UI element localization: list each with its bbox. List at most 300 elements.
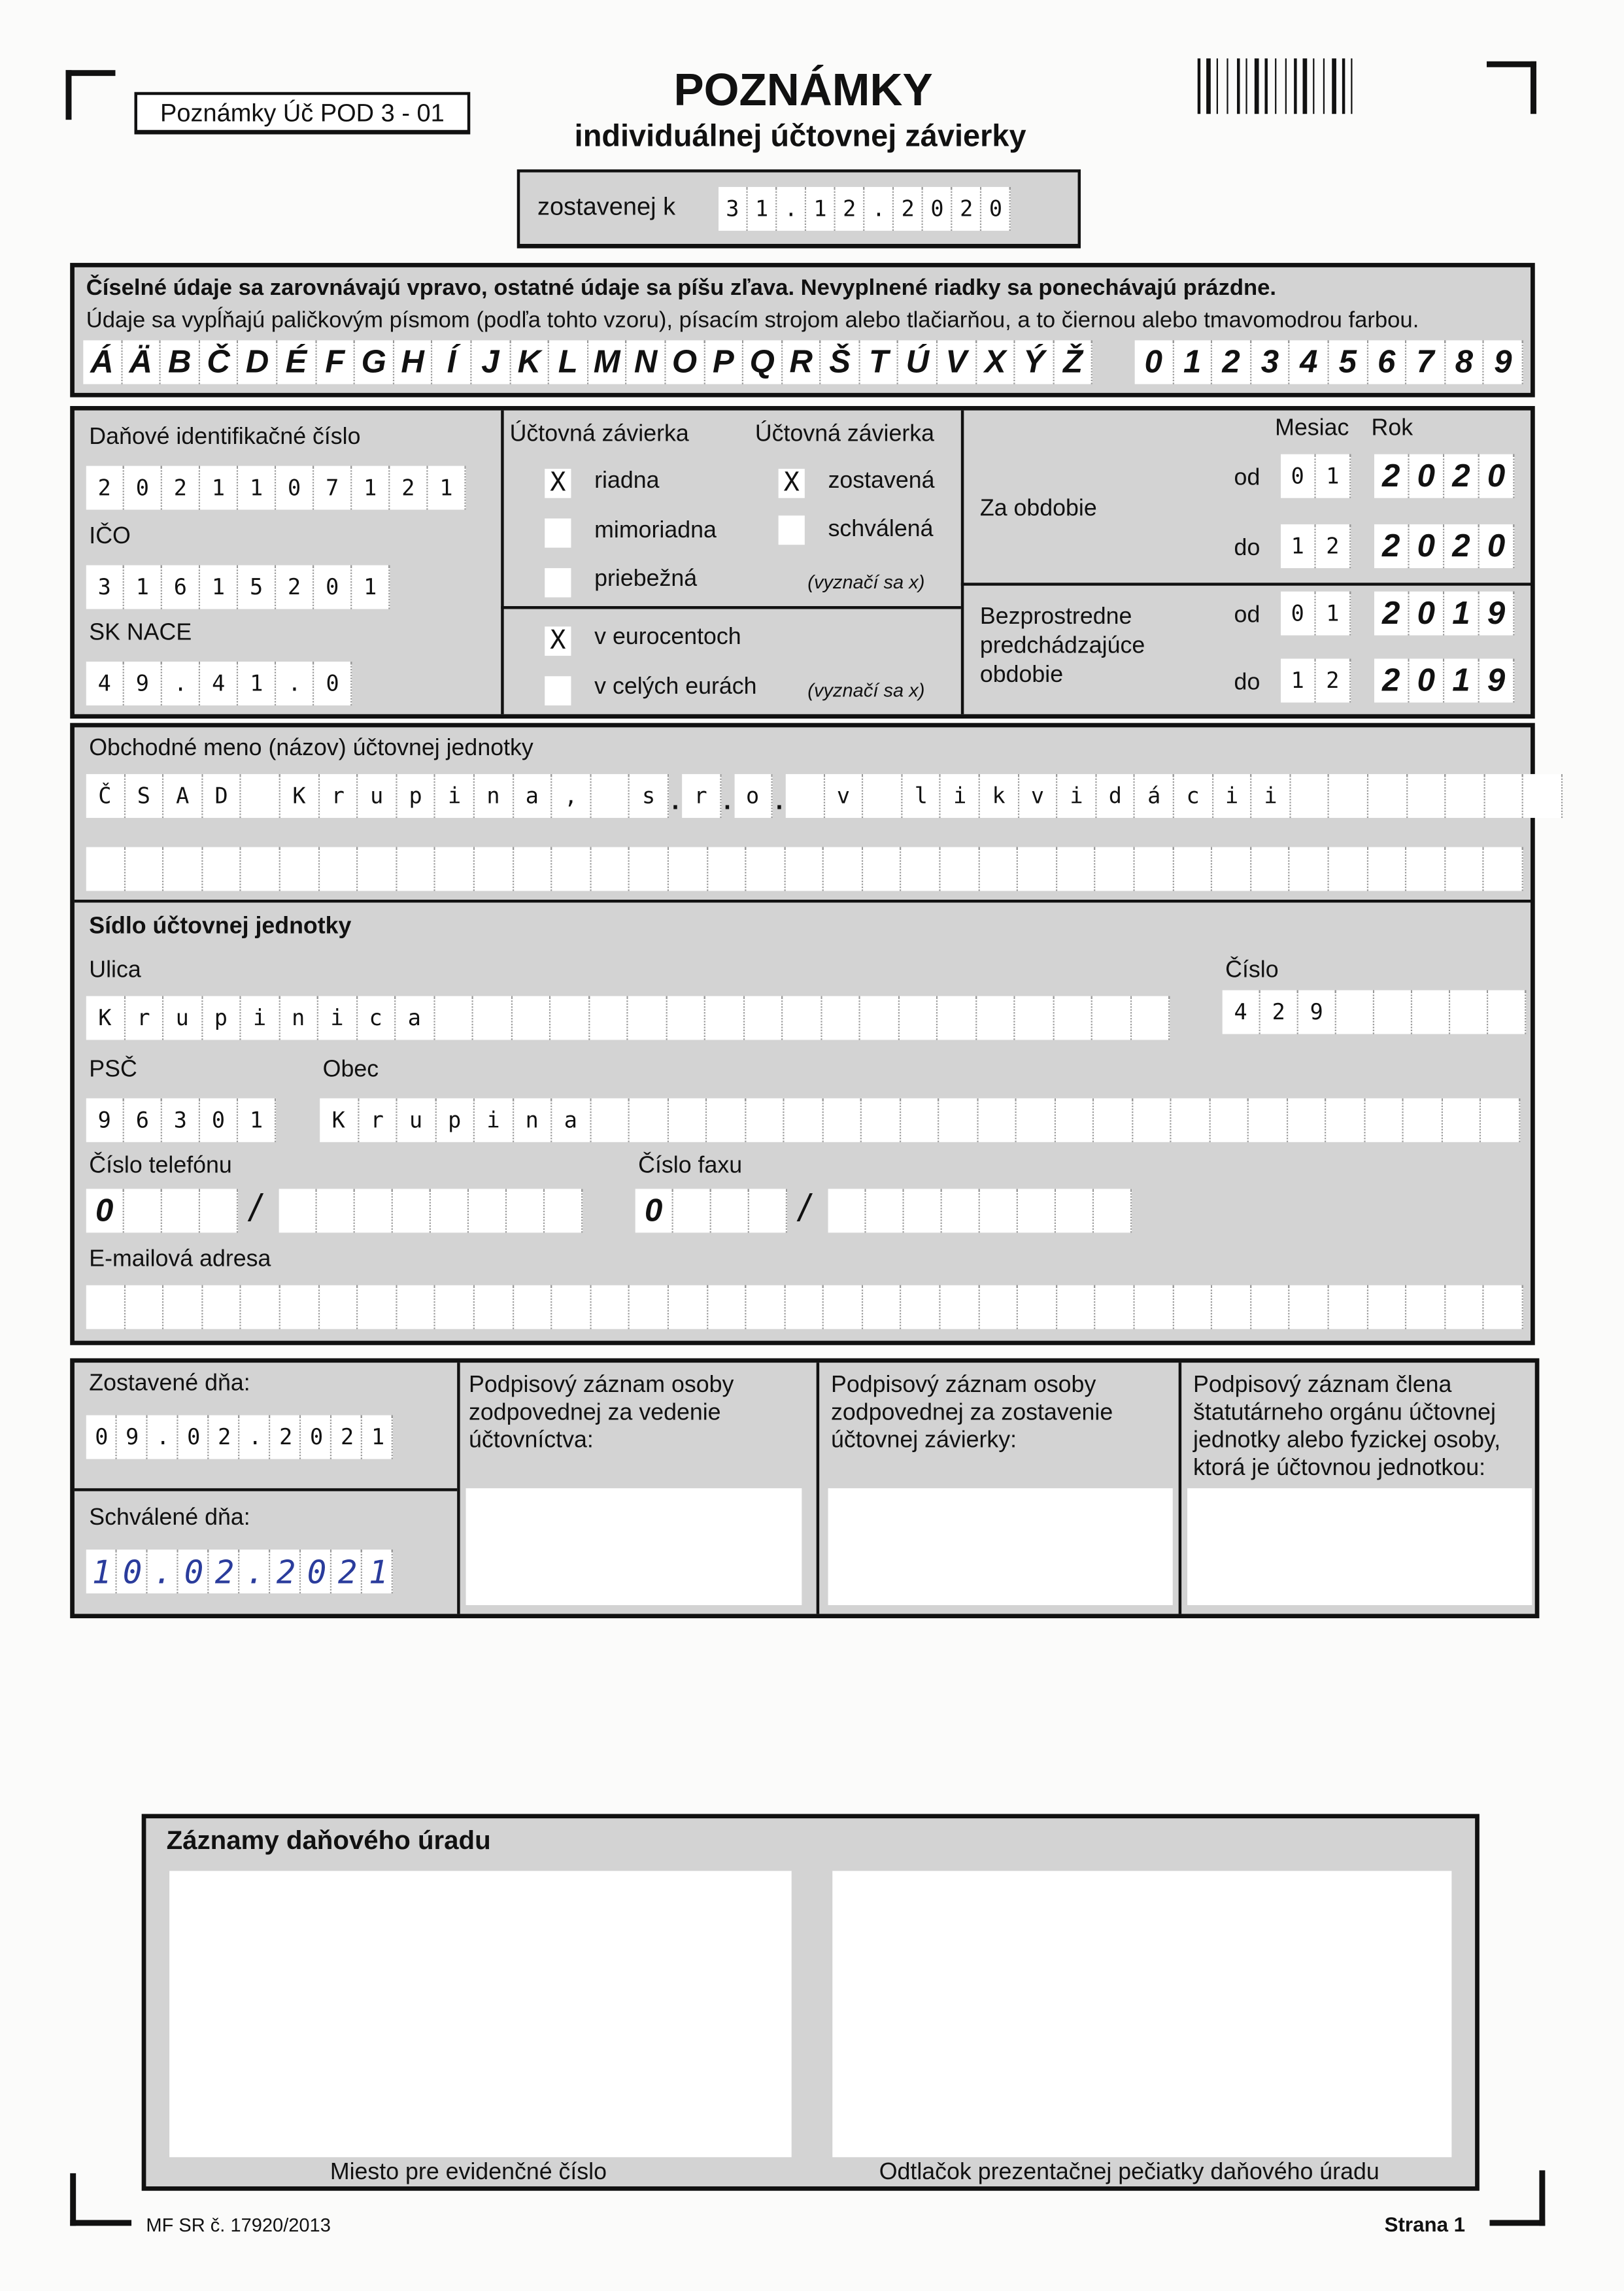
char-cell[interactable]: Í — [433, 340, 471, 384]
char-cell[interactable]: i — [1213, 774, 1251, 818]
char-cell[interactable] — [1291, 774, 1329, 818]
char-cell[interactable] — [745, 1098, 784, 1142]
char-cell[interactable]: H — [394, 340, 433, 384]
char-cell[interactable]: Ä — [122, 340, 161, 384]
char-cell[interactable] — [435, 1285, 474, 1329]
char-cell[interactable]: 9 — [1480, 592, 1515, 636]
char-cell[interactable] — [783, 996, 821, 1040]
char-cell[interactable]: 1 — [238, 466, 276, 510]
char-cell[interactable] — [203, 1285, 241, 1329]
char-cell[interactable]: 0 — [1135, 340, 1174, 384]
char-cell[interactable] — [1019, 847, 1057, 891]
signature-field-compiler[interactable] — [828, 1488, 1173, 1605]
char-cell[interactable]: 2 — [1316, 524, 1351, 568]
char-cell[interactable]: K — [86, 996, 125, 1040]
char-cell[interactable]: o — [734, 774, 772, 818]
char-cell[interactable]: 2 — [1374, 454, 1410, 498]
char-cell[interactable] — [1446, 1285, 1484, 1329]
number-field[interactable] — [1223, 991, 1527, 1034]
char-cell[interactable]: i — [241, 996, 280, 1040]
char-cell[interactable] — [397, 1285, 435, 1329]
checkbox-cele-eura[interactable] — [545, 676, 571, 705]
current-from-month[interactable] — [1281, 454, 1351, 498]
approved-date-field[interactable]: 10.02.2021 — [92, 1555, 399, 1592]
char-cell[interactable] — [475, 847, 513, 891]
char-cell[interactable] — [1213, 1285, 1251, 1329]
char-cell[interactable]: s — [630, 774, 668, 818]
checkbox-eurocenty[interactable]: X — [545, 626, 571, 656]
char-cell[interactable]: 0 — [635, 1189, 673, 1232]
char-cell[interactable]: 1 — [1444, 592, 1480, 636]
char-cell[interactable]: P — [705, 340, 743, 384]
char-cell[interactable] — [1412, 991, 1450, 1034]
char-cell[interactable]: V — [938, 340, 976, 384]
char-cell[interactable]: u — [398, 1098, 436, 1142]
char-cell[interactable] — [241, 1285, 280, 1329]
current-to-year[interactable] — [1374, 524, 1514, 568]
char-cell[interactable] — [1096, 1285, 1134, 1329]
compiled-date-field[interactable]: 09.02.2021 — [95, 1423, 402, 1451]
char-cell[interactable] — [1364, 1098, 1403, 1142]
char-cell[interactable]: , — [552, 774, 591, 818]
char-cell[interactable]: n — [280, 996, 318, 1040]
char-cell[interactable] — [125, 1285, 163, 1329]
char-cell[interactable] — [669, 1285, 707, 1329]
name-line-1[interactable] — [86, 774, 1563, 818]
char-cell[interactable] — [1251, 847, 1290, 891]
char-cell[interactable] — [979, 847, 1018, 891]
char-cell[interactable] — [124, 1189, 162, 1232]
char-cell[interactable]: 2 — [1316, 658, 1351, 702]
email-field[interactable] — [86, 1285, 1523, 1329]
char-cell[interactable] — [1407, 1285, 1446, 1329]
char-cell[interactable] — [1446, 847, 1484, 891]
char-cell[interactable]: R — [783, 340, 821, 384]
char-cell[interactable]: 0 — [1281, 454, 1316, 498]
char-cell[interactable] — [1017, 1098, 1055, 1142]
char-cell[interactable] — [707, 1098, 745, 1142]
char-cell[interactable] — [786, 774, 824, 818]
char-cell[interactable] — [976, 996, 1015, 1040]
char-cell[interactable]: 3 — [162, 1098, 200, 1142]
current-from-year[interactable] — [1374, 454, 1514, 498]
char-cell[interactable] — [1056, 1189, 1094, 1232]
char-cell[interactable] — [1174, 1285, 1212, 1329]
char-cell[interactable]: k — [980, 774, 1019, 818]
char-cell[interactable]: N — [627, 340, 666, 384]
previous-to-month[interactable] — [1281, 658, 1351, 702]
char-cell[interactable] — [1374, 991, 1412, 1034]
char-cell[interactable] — [280, 1285, 319, 1329]
char-cell[interactable] — [1368, 847, 1406, 891]
char-cell[interactable] — [241, 847, 280, 891]
char-cell[interactable]: c — [1174, 774, 1213, 818]
char-cell[interactable]: i — [475, 1098, 513, 1142]
char-cell[interactable] — [591, 1285, 630, 1329]
char-cell[interactable] — [749, 1189, 787, 1232]
char-cell[interactable] — [823, 1098, 862, 1142]
char-cell[interactable] — [552, 1285, 591, 1329]
char-cell[interactable]: 2 — [1444, 524, 1480, 568]
char-cell[interactable]: 2 — [1444, 454, 1480, 498]
char-cell[interactable] — [707, 847, 746, 891]
char-cell[interactable]: p — [436, 1098, 475, 1142]
char-cell[interactable]: a — [396, 996, 434, 1040]
char-cell[interactable]: 0 — [1480, 454, 1515, 498]
street-field[interactable] — [86, 996, 1170, 1040]
char-cell[interactable] — [1094, 1189, 1132, 1232]
char-cell[interactable]: 7 — [1406, 340, 1445, 384]
char-cell[interactable] — [241, 774, 280, 818]
char-cell[interactable] — [900, 1098, 939, 1142]
char-cell[interactable] — [1446, 774, 1485, 818]
char-cell[interactable]: p — [397, 774, 435, 818]
phone-prefix-field[interactable] — [86, 1189, 238, 1232]
char-cell[interactable] — [942, 1189, 980, 1232]
char-cell[interactable] — [162, 1189, 200, 1232]
char-cell[interactable] — [902, 847, 940, 891]
char-cell[interactable] — [475, 1285, 513, 1329]
char-cell[interactable]: 1 — [1316, 454, 1351, 498]
char-cell[interactable]: S — [125, 774, 163, 818]
char-cell[interactable] — [1094, 1098, 1132, 1142]
char-cell[interactable] — [941, 1285, 979, 1329]
char-cell[interactable] — [1481, 1098, 1519, 1142]
char-cell[interactable] — [785, 1098, 823, 1142]
char-cell[interactable]: D — [203, 774, 241, 818]
char-cell[interactable] — [358, 847, 397, 891]
char-cell[interactable]: G — [355, 340, 394, 384]
char-cell[interactable]: n — [513, 1098, 552, 1142]
char-cell[interactable] — [513, 1285, 552, 1329]
char-cell[interactable] — [431, 1189, 469, 1232]
char-cell[interactable] — [1484, 847, 1523, 891]
char-cell[interactable]: i — [941, 774, 980, 818]
char-cell[interactable]: i — [1058, 774, 1096, 818]
char-cell[interactable] — [591, 847, 630, 891]
zip-field[interactable] — [86, 1098, 276, 1142]
char-cell[interactable] — [668, 1098, 707, 1142]
char-cell[interactable] — [979, 1285, 1018, 1329]
char-cell[interactable] — [1057, 1285, 1096, 1329]
char-cell[interactable] — [319, 847, 358, 891]
char-cell[interactable] — [1368, 1285, 1406, 1329]
char-cell[interactable] — [669, 847, 707, 891]
char-cell[interactable]: 9 — [86, 1098, 124, 1142]
dic-field[interactable] — [86, 466, 466, 510]
char-cell[interactable] — [1132, 1098, 1171, 1142]
char-cell[interactable]: 1 — [352, 466, 390, 510]
char-cell[interactable] — [1407, 847, 1446, 891]
checkbox-schvalena[interactable] — [779, 516, 805, 545]
checkbox-riadna[interactable]: X — [545, 469, 571, 498]
char-cell[interactable]: 3 — [1251, 340, 1290, 384]
char-cell[interactable]: 2 — [1374, 592, 1410, 636]
fax-prefix-field[interactable] — [635, 1189, 787, 1232]
char-cell[interactable] — [512, 996, 550, 1040]
char-cell[interactable]: É — [277, 340, 316, 384]
char-cell[interactable] — [317, 1189, 355, 1232]
char-cell[interactable] — [1092, 996, 1131, 1040]
char-cell[interactable] — [552, 847, 591, 891]
char-cell[interactable] — [550, 996, 589, 1040]
char-cell[interactable]: 1 — [1444, 658, 1480, 702]
name-line-2[interactable] — [86, 847, 1523, 891]
char-cell[interactable] — [904, 1189, 942, 1232]
char-cell[interactable]: Ž — [1054, 340, 1092, 384]
char-cell[interactable] — [630, 847, 668, 891]
char-cell[interactable]: 0 — [1281, 592, 1316, 636]
char-cell[interactable] — [435, 847, 474, 891]
char-cell[interactable] — [355, 1189, 393, 1232]
char-cell[interactable] — [1488, 991, 1526, 1034]
char-cell[interactable] — [980, 1189, 1018, 1232]
char-cell[interactable] — [1135, 1285, 1174, 1329]
char-cell[interactable]: F — [316, 340, 355, 384]
char-cell[interactable] — [473, 996, 512, 1040]
char-cell[interactable]: u — [358, 774, 397, 818]
char-cell[interactable]: i — [318, 996, 357, 1040]
char-cell[interactable]: v — [1019, 774, 1057, 818]
char-cell[interactable] — [824, 847, 862, 891]
char-cell[interactable] — [280, 847, 319, 891]
char-cell[interactable] — [469, 1189, 507, 1232]
char-cell[interactable] — [978, 1098, 1017, 1142]
char-cell[interactable]: r — [125, 996, 163, 1040]
char-cell[interactable] — [1172, 1098, 1210, 1142]
char-cell[interactable]: 4 — [1223, 991, 1260, 1034]
char-cell[interactable] — [860, 996, 899, 1040]
char-cell[interactable] — [1290, 847, 1328, 891]
char-cell[interactable]: Ý — [1015, 340, 1054, 384]
char-cell[interactable]: 1 — [428, 466, 466, 510]
checkbox-zostavena[interactable]: X — [779, 469, 805, 498]
signature-field-accounting[interactable] — [466, 1488, 802, 1605]
char-cell[interactable]: 4 — [1290, 340, 1328, 384]
char-cell[interactable]: 9 — [1298, 991, 1336, 1034]
char-cell[interactable]: a — [513, 774, 552, 818]
char-cell[interactable]: 2 — [1374, 658, 1410, 702]
char-cell[interactable]: p — [202, 996, 241, 1040]
char-cell[interactable]: c — [357, 996, 396, 1040]
char-cell[interactable] — [1015, 996, 1053, 1040]
char-cell[interactable]: 2 — [1374, 524, 1410, 568]
char-cell[interactable] — [1326, 1098, 1364, 1142]
char-cell[interactable] — [397, 847, 435, 891]
char-cell[interactable] — [1290, 1285, 1328, 1329]
char-cell[interactable]: 0 — [1480, 524, 1515, 568]
char-cell[interactable]: 0 — [1410, 658, 1445, 702]
char-cell[interactable]: 8 — [1446, 340, 1484, 384]
char-cell[interactable]: 0 — [314, 565, 352, 609]
char-cell[interactable] — [86, 1285, 125, 1329]
char-cell[interactable] — [1442, 1098, 1481, 1142]
char-cell[interactable] — [319, 1285, 358, 1329]
char-cell[interactable]: 0 — [1410, 592, 1445, 636]
char-cell[interactable] — [630, 1285, 668, 1329]
char-cell[interactable]: 5 — [238, 565, 276, 609]
char-cell[interactable]: 1 — [200, 466, 238, 510]
char-cell[interactable]: 6 — [1368, 340, 1406, 384]
char-cell[interactable]: 0 — [200, 1098, 238, 1142]
char-cell[interactable]: n — [475, 774, 513, 818]
char-cell[interactable]: T — [860, 340, 898, 384]
char-cell[interactable] — [1174, 847, 1212, 891]
char-cell[interactable] — [435, 996, 473, 1040]
char-cell[interactable]: 2 — [86, 466, 124, 510]
char-cell[interactable]: Q — [743, 340, 782, 384]
checkbox-mimoriadna[interactable] — [545, 518, 571, 548]
char-cell[interactable] — [1213, 847, 1251, 891]
previous-from-year[interactable] — [1374, 592, 1514, 636]
char-cell[interactable]: r — [682, 774, 720, 818]
char-cell[interactable]: 1 — [352, 565, 390, 609]
char-cell[interactable]: 6 — [124, 1098, 162, 1142]
char-cell[interactable] — [785, 1285, 824, 1329]
char-cell[interactable]: 0 — [124, 466, 162, 510]
char-cell[interactable]: Š — [821, 340, 860, 384]
char-cell[interactable] — [628, 996, 667, 1040]
char-cell[interactable]: B — [161, 340, 199, 384]
char-cell[interactable] — [866, 1189, 904, 1232]
char-cell[interactable] — [747, 1285, 785, 1329]
char-cell[interactable] — [863, 847, 902, 891]
char-cell[interactable] — [1096, 847, 1134, 891]
char-cell[interactable]: 9 — [1480, 658, 1515, 702]
char-cell[interactable]: Ú — [899, 340, 938, 384]
char-cell[interactable] — [862, 1098, 900, 1142]
previous-to-year[interactable] — [1374, 658, 1514, 702]
char-cell[interactable]: 3 — [86, 565, 124, 609]
current-to-month[interactable] — [1281, 524, 1351, 568]
char-cell[interactable] — [938, 996, 976, 1040]
char-cell[interactable]: r — [319, 774, 358, 818]
char-cell[interactable] — [1329, 847, 1368, 891]
char-cell[interactable] — [1249, 1098, 1287, 1142]
char-cell[interactable]: 0 — [86, 1189, 124, 1232]
char-cell[interactable]: a — [552, 1098, 590, 1142]
char-cell[interactable]: J — [471, 340, 510, 384]
char-cell[interactable]: r — [358, 1098, 397, 1142]
char-cell[interactable] — [1485, 774, 1523, 818]
previous-from-month[interactable] — [1281, 592, 1351, 636]
char-cell[interactable]: A — [164, 774, 203, 818]
char-cell[interactable] — [822, 996, 860, 1040]
char-cell[interactable] — [747, 847, 785, 891]
char-cell[interactable]: u — [163, 996, 202, 1040]
char-cell[interactable] — [1055, 1098, 1094, 1142]
char-cell[interactable] — [164, 847, 203, 891]
char-cell[interactable] — [279, 1189, 317, 1232]
char-cell[interactable]: 6 — [162, 565, 200, 609]
char-cell[interactable] — [1018, 1189, 1056, 1232]
char-cell[interactable] — [545, 1189, 583, 1232]
char-cell[interactable] — [589, 996, 628, 1040]
char-cell[interactable]: 0 — [1410, 524, 1445, 568]
char-cell[interactable] — [1135, 847, 1174, 891]
char-cell[interactable] — [1057, 847, 1096, 891]
char-cell[interactable]: Č — [86, 774, 125, 818]
char-cell[interactable] — [785, 847, 824, 891]
char-cell[interactable]: 2 — [390, 466, 428, 510]
char-cell[interactable]: i — [1252, 774, 1291, 818]
char-cell[interactable]: L — [549, 340, 588, 384]
char-cell[interactable] — [744, 996, 783, 1040]
char-cell[interactable] — [941, 847, 979, 891]
char-cell[interactable] — [707, 1285, 746, 1329]
char-cell[interactable] — [863, 1285, 902, 1329]
char-cell[interactable] — [86, 847, 125, 891]
char-cell[interactable] — [902, 1285, 940, 1329]
signature-field-statutory[interactable] — [1187, 1488, 1532, 1605]
char-cell[interactable]: 5 — [1329, 340, 1368, 384]
char-cell[interactable]: 7 — [314, 466, 352, 510]
char-cell[interactable]: 2 — [276, 565, 314, 609]
phone-field[interactable] — [279, 1189, 583, 1232]
char-cell[interactable] — [667, 996, 705, 1040]
char-cell[interactable]: M — [588, 340, 627, 384]
char-cell[interactable] — [673, 1189, 711, 1232]
char-cell[interactable]: Č — [200, 340, 239, 384]
char-cell[interactable] — [203, 847, 241, 891]
char-cell[interactable] — [393, 1189, 431, 1232]
char-cell[interactable] — [164, 1285, 203, 1329]
char-cell[interactable] — [939, 1098, 977, 1142]
char-cell[interactable]: X — [977, 340, 1015, 384]
char-cell[interactable]: O — [666, 340, 704, 384]
char-cell[interactable] — [1407, 774, 1446, 818]
char-cell[interactable] — [705, 996, 744, 1040]
char-cell[interactable]: á — [1136, 774, 1174, 818]
char-cell[interactable] — [1019, 1285, 1057, 1329]
char-cell[interactable]: d — [1096, 774, 1135, 818]
char-cell[interactable]: 1 — [238, 1098, 276, 1142]
char-cell[interactable] — [1131, 996, 1170, 1040]
char-cell[interactable]: 1 — [1316, 592, 1351, 636]
char-cell[interactable] — [1450, 991, 1488, 1034]
char-cell[interactable]: 2 — [1260, 991, 1298, 1034]
char-cell[interactable] — [1329, 1285, 1368, 1329]
char-cell[interactable] — [1054, 996, 1092, 1040]
char-cell[interactable] — [1251, 1285, 1290, 1329]
char-cell[interactable]: K — [320, 1098, 358, 1142]
char-cell[interactable] — [591, 1098, 630, 1142]
char-cell[interactable]: 0 — [276, 466, 314, 510]
char-cell[interactable] — [1484, 1285, 1523, 1329]
char-cell[interactable] — [1404, 1098, 1442, 1142]
char-cell[interactable] — [899, 996, 938, 1040]
char-cell[interactable] — [1287, 1098, 1326, 1142]
char-cell[interactable]: K — [280, 774, 319, 818]
char-cell[interactable] — [1524, 774, 1563, 818]
checkbox-priebezna[interactable] — [545, 568, 571, 598]
char-cell[interactable]: l — [902, 774, 941, 818]
char-cell[interactable] — [1210, 1098, 1249, 1142]
char-cell[interactable]: K — [511, 340, 549, 384]
fax-field[interactable] — [828, 1189, 1132, 1232]
char-cell[interactable] — [824, 1285, 862, 1329]
char-cell[interactable]: v — [824, 774, 863, 818]
char-cell[interactable] — [513, 847, 552, 891]
char-cell[interactable]: 1 — [124, 565, 162, 609]
char-cell[interactable] — [630, 1098, 668, 1142]
char-cell[interactable] — [507, 1189, 545, 1232]
char-cell[interactable] — [711, 1189, 749, 1232]
char-cell[interactable]: 1 — [200, 565, 238, 609]
char-cell[interactable]: 9 — [1484, 340, 1523, 384]
char-cell[interactable] — [1368, 774, 1407, 818]
char-cell[interactable]: 2 — [162, 466, 200, 510]
